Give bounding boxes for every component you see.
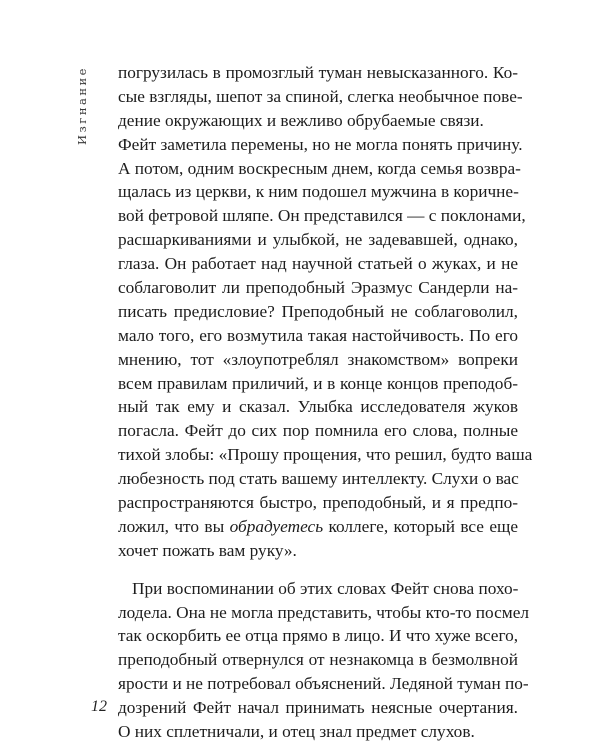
text-line-with-emphasis (118, 515, 518, 539)
text-fragment: ложил, что вы (118, 516, 225, 536)
text-line: распространяются быстро, преподобный, и я предпо- (118, 493, 518, 513)
text-line: О них сплетничали, и отец знал предмет слухов. (118, 722, 475, 742)
text-line: Фейт заметила перемены, но не могла понять причину. (118, 134, 523, 154)
text-line: расшаркиваниями и улыбкой, не задевавшей, однако, (118, 230, 518, 250)
paragraph-2 (118, 577, 530, 744)
text-line: мало того, его возмутила такая настойчивость. По его (118, 325, 518, 345)
text-line: ярости и не потребовал объяснений. Ледяной туман по- (118, 674, 529, 694)
text-fragment: коллеге, который все еще (328, 516, 519, 536)
text-line: глаза. Он работает над научной статьей о жуках, и не (118, 254, 518, 274)
text-line: При воспоминании об этих словах Фейт снова похо- (132, 578, 519, 598)
text-line: преподобный отвернулся от незнакомца в безмолвной (118, 650, 518, 670)
text-line: ный так ему и сказал. Улыбка исследователя жуков (118, 397, 518, 417)
text-line: тихой злобы: «Прошу прощения, что решил, будто ваша (118, 445, 533, 465)
text-line: щалась из церкви, к ним подошел мужчина в коричне- (118, 182, 519, 202)
text-line: сые взгляды, шепот за спиной, слегка необычное пове- (118, 86, 523, 106)
text-line: погрузилась в промозглый туман невысказанного. Ко- (118, 63, 518, 82)
text-line: писать предисловие? Преподобный не соблаговолил, (118, 301, 518, 321)
text-line: любезность под стать вашему интеллекту. Слухи о вас (118, 469, 519, 489)
text-line: дение окружающих и вежливо обрубаемые связи. (118, 110, 484, 130)
text-line: мнению, тот «злоупотреблял знакомством» вопреки (118, 349, 518, 369)
text-line: так оскорбить ее отца прямо в лицо. И что хуже всего, (118, 626, 519, 646)
text-line: лодела. Она не могла представить, чтобы кто-то посмел (118, 602, 530, 622)
text-line: А потом, одним воскресным днем, когда семья возвра- (118, 158, 521, 178)
text-line: всем правилам приличий, и в конце концов преподоб- (118, 373, 518, 393)
emphasized-word: обрадуетесь (229, 516, 324, 536)
text-line: дозрений Фейт начал принимать неясные очертания. (118, 698, 518, 718)
paragraph-spacer (118, 563, 518, 577)
text-line: соблаговолит ли преподобный Эразмус Сандерли на- (118, 278, 518, 298)
body-text (118, 61, 533, 744)
page-number: 12 (91, 698, 107, 715)
paragraph-1 (118, 61, 533, 563)
text-line: вой фетровой шляпе. Он представился — с поклонами, (118, 206, 526, 226)
text-line: хочет пожать вам руку». (118, 540, 297, 560)
text-line: погасла. Фейт до сих пор помнила его слова, полные (118, 421, 518, 441)
running-head: Изгнание (75, 66, 89, 145)
